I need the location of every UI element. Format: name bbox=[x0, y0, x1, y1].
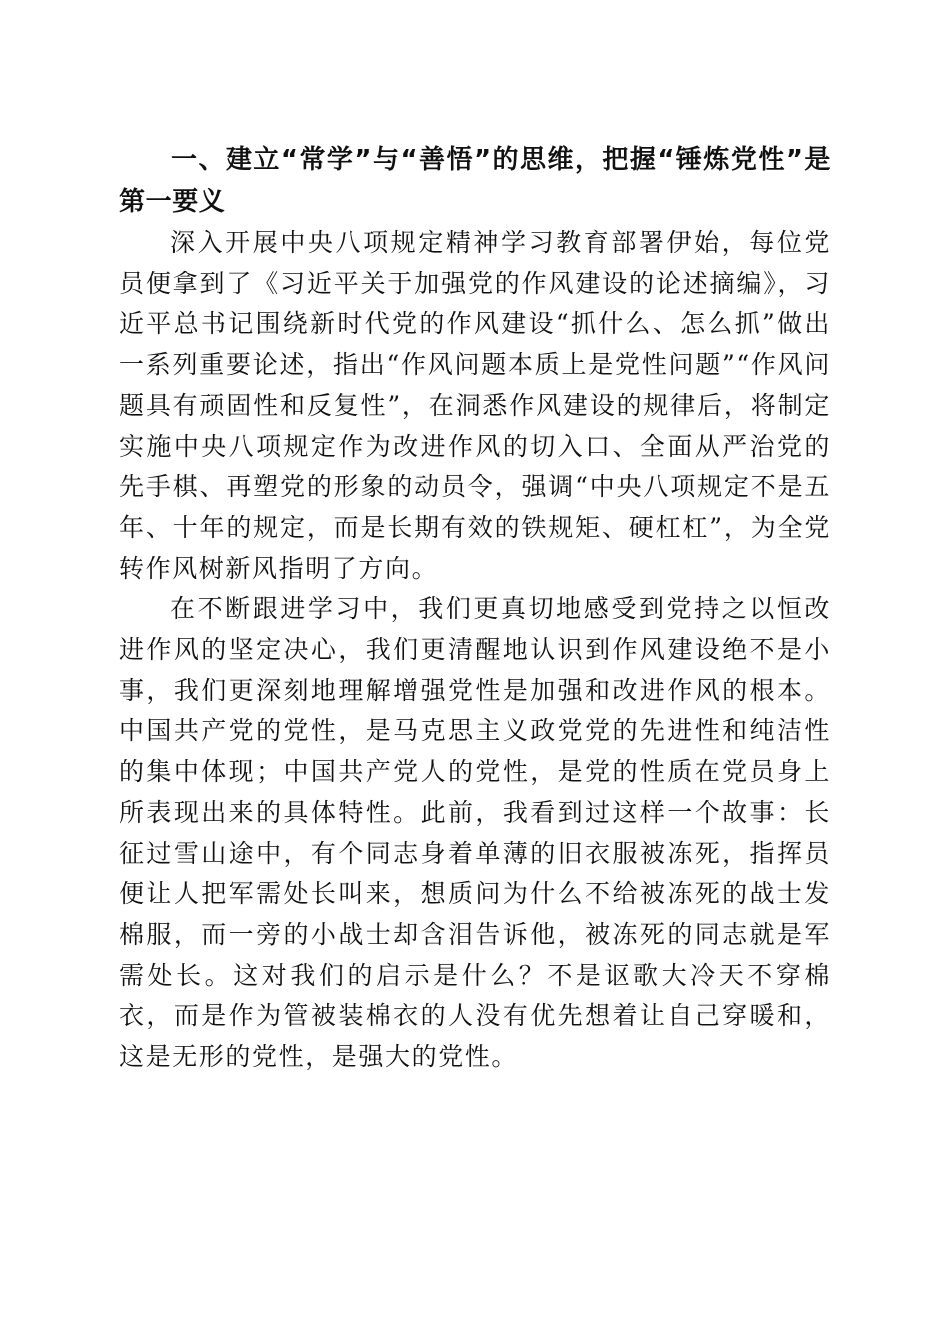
paragraph-2: 在不断跟进学习中，我们更真切地感受到党持之以恒改进作风的坚定决心，我们更清醒地认识到作风建设绝不是小事，我们更深刻地理解增强党性是加强和改进作风的根本。中国共产党的党性，是马克思主义政党党的先进性和纯洁性的集中体现；中国共产党人的党性，是党的性质在党员身上所表现出来的具体特性。此前，我看到过这样一个故事：长征过雪山途中，有个同志身着单薄的旧衣服被冻死，指挥员便让人把军需处长叫来，想质问为什么不给被冻死的战士发棉服，而一旁的小战士却含泪告诉他，被冻死的同志就是军需处长。这对我们的启示是什么？不是讴歌大冷天不穿棉衣，而是作为管被装棉衣的人没有优先想着让自己穿暖和，这是无形的党性，是强大的党性。 bbox=[119, 594, 831, 1072]
section-heading: 一、建立“常学”与“善悟”的思维，把握“锤炼党性”是第一要义 bbox=[119, 145, 831, 217]
document-body bbox=[119, 139, 831, 1078]
paragraph-1: 深入开展中央八项规定精神学习教育部署伊始，每位党员便拿到了《习近平关于加强党的作风建设的论述摘编》，习近平总书记围绕新时代党的作风建设“抓什么、怎么抓”做出一系列重要论述，指出“作风问题本质上是党性问题”“作风问题具有顽固性和反复性”，在洞悉作风建设的规律后，将制定实施中央八项规定作为改进作风的切入口、全面从严治党的先手棋、再塑党的形象的动员令，强调“中央八项规定不是五年、十年的规定，而是长期有效的铁规矩、硬杠杠”，为全党转作风树新风指明了方向。 bbox=[119, 228, 831, 583]
